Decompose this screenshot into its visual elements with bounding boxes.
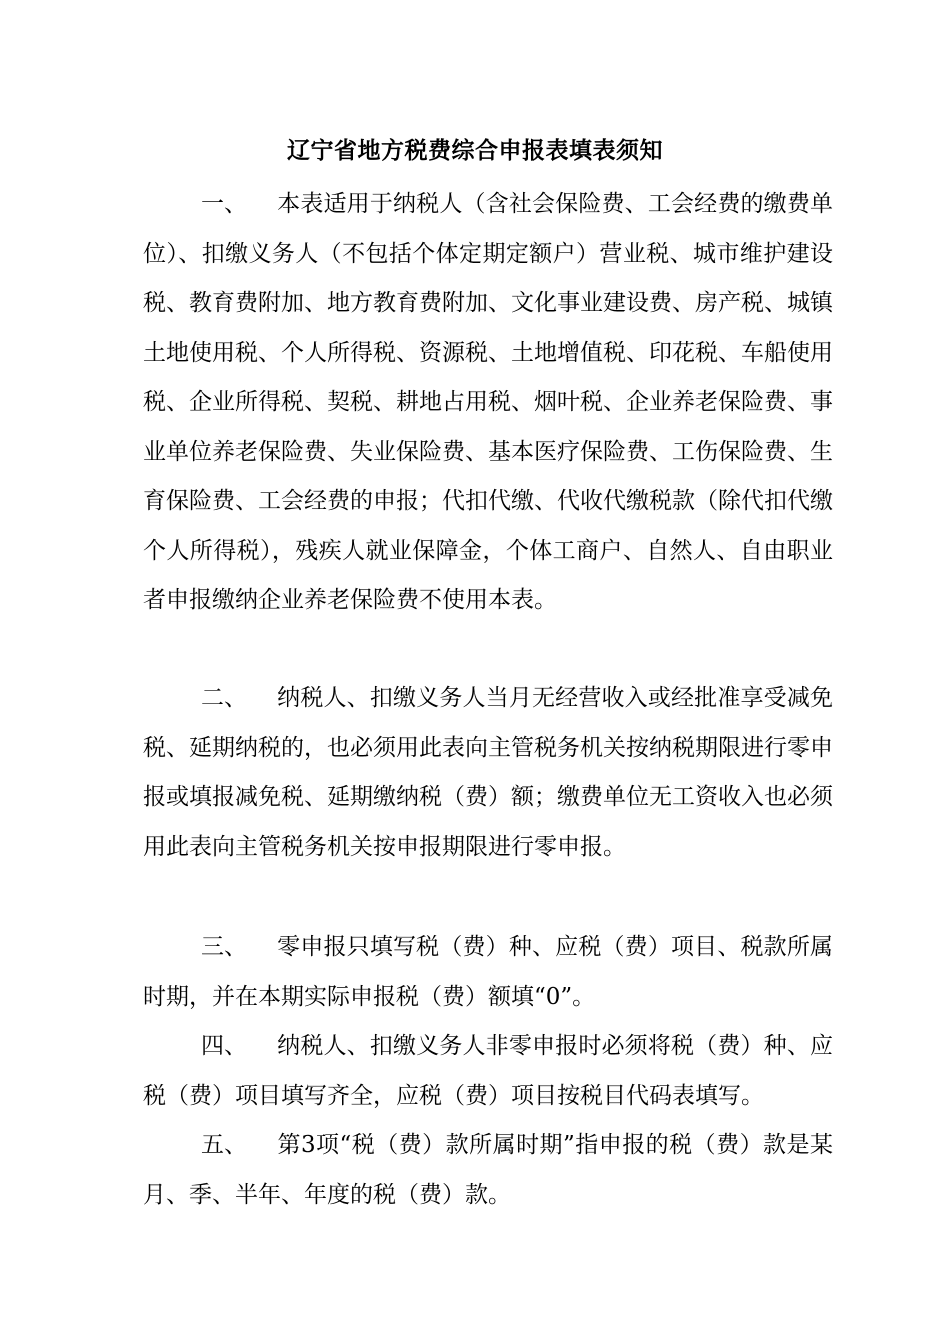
paragraph-3-text: 零申报只填写税（费）种、应税（费）项目、税款所属时期，并在本期实际申报税（费）额填“0”。	[143, 934, 833, 1010]
paragraph-5	[143, 1121, 833, 1220]
paragraph-2-number: 二、	[201, 685, 247, 711]
paragraph-1-number: 一、	[201, 191, 247, 217]
paragraph-5-number: 五、	[201, 1132, 247, 1158]
paragraph-4	[143, 1022, 833, 1121]
paragraph-4-number: 四、	[201, 1033, 247, 1059]
paragraph-3	[143, 923, 833, 1022]
paragraph-4-text: 纳税人、扣缴义务人非零申报时必须将税（费）种、应税（费）项目填写齐全，应税（费）项目按税目代码表填写。	[143, 1033, 833, 1109]
paragraph-1	[143, 180, 833, 626]
paragraph-2-text: 纳税人、扣缴义务人当月无经营收入或经批准享受减免税、延期纳税的，也必须用此表向主管税务机关按纳税期限进行零申报或填报减免税、延期缴纳税（费）额；缴费单位无工资收入也必须用此表向主管税务机关按申报期限进行零申报。	[143, 685, 833, 860]
paragraph-1-text: 本表适用于纳税人（含社会保险费、工会经费的缴费单位）、扣缴义务人（不包括个体定期定额户）营业税、城市维护建设税、教育费附加、地方教育费附加、文化事业建设费、房产税、城镇土地使用税、个人所得税、资源税、土地增值税、印花税、车船使用税、企业所得税、契税、耕地占用税、烟叶税、企业养老保险费、事业单位养老保险费、失业保险费、基本医疗保险费、工伤保险费、生育保险费、工会经费的申报；代扣代缴、代收代缴税款（除代扣代缴个人所得税），残疾人就业保障金，个体工商户、自然人、自由职业者申报缴纳企业养老保险费不使用本表。	[143, 191, 833, 613]
paragraph-3-number: 三、	[201, 934, 247, 960]
document-title: 辽宁省地方税费综合申报表填表须知	[287, 137, 663, 164]
paragraph-2	[143, 674, 833, 872]
paragraph-5-text: 第3项“税（费）款所属时期”指申报的税（费）款是某月、季、半年、年度的税（费）款。	[143, 1132, 833, 1208]
